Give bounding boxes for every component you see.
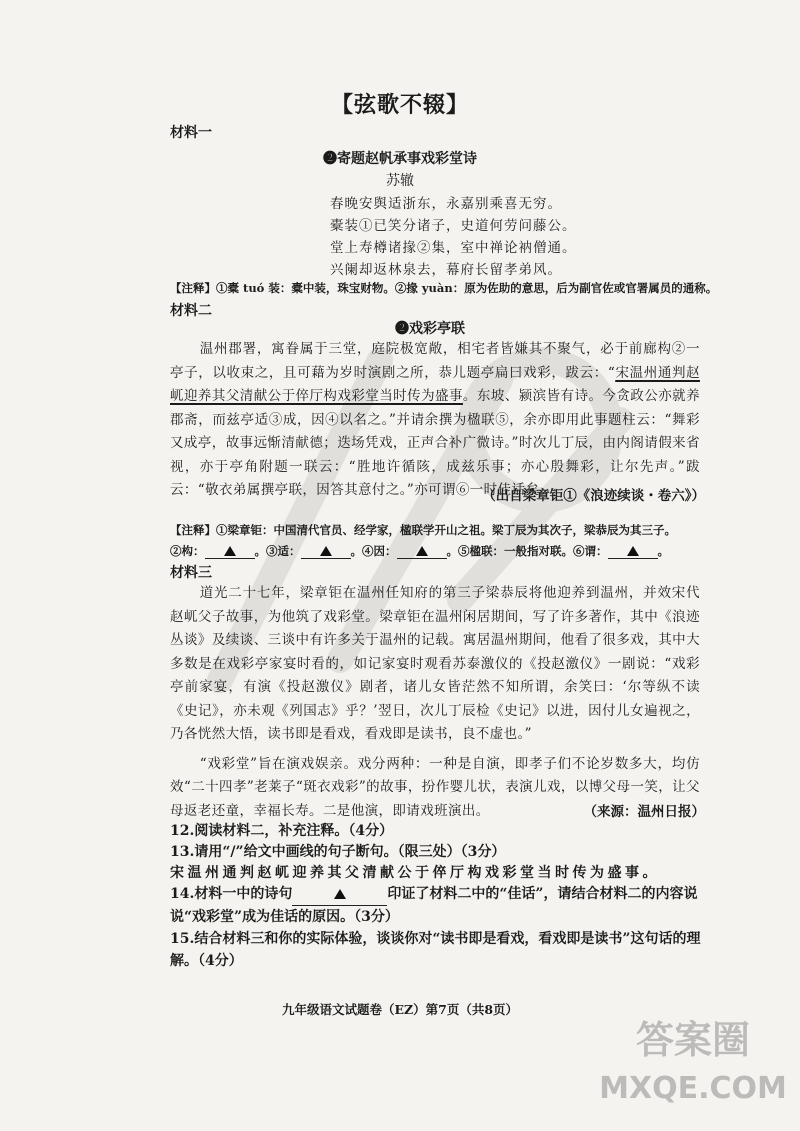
material3-paragraph: 道光二十七年，梁章钜在温州任知府的第三子梁恭辰将他迎养到温州，并效宋代赵屼父子故事，为他筑了戏彩堂。梁章钜在温州闲居期间，写了许多著作，其中《浪迹丛谈》及续谈、三谈中有许多关于温州的记载。寓居温州期间，他看了很多戏，其中大多数是在戏彩亭家宴时看的，如记家宴时观看苏泰激仪的《投赵激仪》一剧说：“戏彩亭前家宴，有演《投赵激仪》剧者，诸儿女皆茫然不知所谓，余笑曰：‘尔等纵不读《史记》，亦未观《列国志》乎？’翌日，次儿丁辰检《史记》以进，因付儿女遍视之，乃各恍然大悟，读书即是看戏，看戏即是读书，良不虚也。”	[170, 585, 700, 742]
logo-text: 答案圈	[635, 1018, 751, 1062]
material2-text-part: 温州郡署，寓眷属于三堂，庭院极宽敞，相宅者皆嫌其不聚气，必于前廊构②一亭子，以收束之，且可藉为岁时演剧之所，恭儿题亭扁曰戏彩，跋云：“	[170, 341, 700, 381]
material2-note: 【注释】①梁章钜：中国清代官员、经学家，楹联学开山之祖。梁丁辰为其次子，梁恭辰为其三子。	[170, 523, 676, 537]
section-title: 【弦歌不辍】	[330, 92, 469, 118]
material2-text-part: 。东坡、颍滨皆有诗。今贪政公亦就养郡斋，而兹亭适③成，因④以名之。”并请余撰为楹联⑤，余亦即用此事题柱云：“舞彩又成亭，故事远惭清献德；迭场凭戏，正声合补广微诗。”时次儿丁辰，由内阁请假来省视，亦于亭角附题一联云：“胜地许循陔，成兹乐事；亦心殷舞彩，让尔先声。”跋云：“敬衣弟属撰亭联，因答其意付之。”亦可谓⑥一时佳话矣。	[170, 388, 700, 498]
underlined-sentence: 宋温州通判赵屼迎养其父清献公于倅厅构戏彩堂当时传为盛事	[170, 364, 700, 404]
material2-label: 材料二	[170, 303, 212, 319]
material1-note: 【注释】①橐 tuó 装：橐中装，珠宝财物。②掾 yuàn：原为佐助的意思，后为副官佐或官署属员的通称。	[170, 281, 718, 295]
answer-blank[interactable]	[301, 544, 351, 559]
question-15: 15.结合材料三和你的实际体验，谈谈你对“读书即是看戏，看戏即是读书”这句话的理解。（4分）	[170, 931, 701, 969]
material3-text	[170, 582, 700, 823]
material2-text	[170, 338, 700, 503]
poem-title: ❷寄题赵帆承事戏彩堂诗	[323, 151, 477, 167]
question-14	[170, 883, 710, 928]
poem-line: 橐装①已笑分诸子，史道何劳问藤公。	[330, 218, 577, 234]
question-13: 13.请用“/”给文中画线的句子断句。（限三处）（3分）	[170, 844, 506, 860]
poem-line: 堂上寿樽诸掾②集，室中禅论衲僧通。	[330, 240, 577, 256]
material3-paragraph: “戏彩堂”旨在演戏娱亲。戏分两种：一种是自演，即孝子们不论岁数多大，均仿效“二十四孝”老莱子“斑衣戏彩”的故事，扮作婴儿状，表演儿戏，以博父母一笑，让父母返老还童，幸福长寿。二是他演，即请戏班演出。	[170, 755, 700, 819]
question-12: 12.阅读材料二，补充注释。（4分）	[170, 823, 394, 839]
answer-blank[interactable]	[205, 544, 255, 559]
material1-label: 材料一	[170, 125, 212, 141]
triangle-icon	[224, 546, 236, 556]
material2-note-blanks	[170, 543, 669, 559]
page-footer: 九年级语文试题卷（EZ）第7页（共8页）	[281, 1002, 519, 1017]
material3-source: （来源：温州日报）	[583, 804, 705, 820]
material2-title: ❷戏彩亭联	[395, 321, 465, 337]
triangle-icon	[320, 546, 332, 556]
note-item: ②构：	[170, 544, 205, 558]
poem-line: 春晚安舆适浙东，永嘉别乘喜无穷。	[330, 196, 562, 212]
question-14-text: 14.材料一中的诗句	[170, 886, 293, 902]
poem-line: 兴阑却返林泉去，幕府长留孝弟风。	[330, 262, 562, 278]
site-logo	[598, 1003, 788, 1113]
note-item: 。④因：	[350, 544, 397, 558]
note-item: 。③适：	[254, 544, 301, 558]
triangle-icon	[334, 889, 346, 899]
material2-source: （出自梁章钜①《浪迹续谈・卷六》）	[482, 488, 705, 504]
material3-label: 材料三	[170, 565, 212, 581]
answer-blank[interactable]	[608, 544, 658, 559]
note-item: 。	[657, 544, 669, 558]
triangle-icon	[416, 546, 428, 556]
question-13-sentence[interactable]: 宋温州通判赵屼迎养其父清献公于倅厅构戏彩堂当时传为盛事。	[170, 865, 660, 881]
triangle-icon	[627, 546, 639, 556]
note-item: 。⑤楹联：一般指对联。⑥谓：	[446, 544, 608, 558]
poem-author: 苏辙	[386, 173, 414, 189]
answer-blank[interactable]	[292, 883, 387, 906]
question-14-text: 印证了材料二中的“佳话”，请结合材料二的内容说说“戏彩堂”成为佳话的原因。（3分）	[170, 886, 698, 925]
answer-blank[interactable]	[397, 544, 447, 559]
logo-text: MXQE.COM	[599, 1071, 787, 1106]
